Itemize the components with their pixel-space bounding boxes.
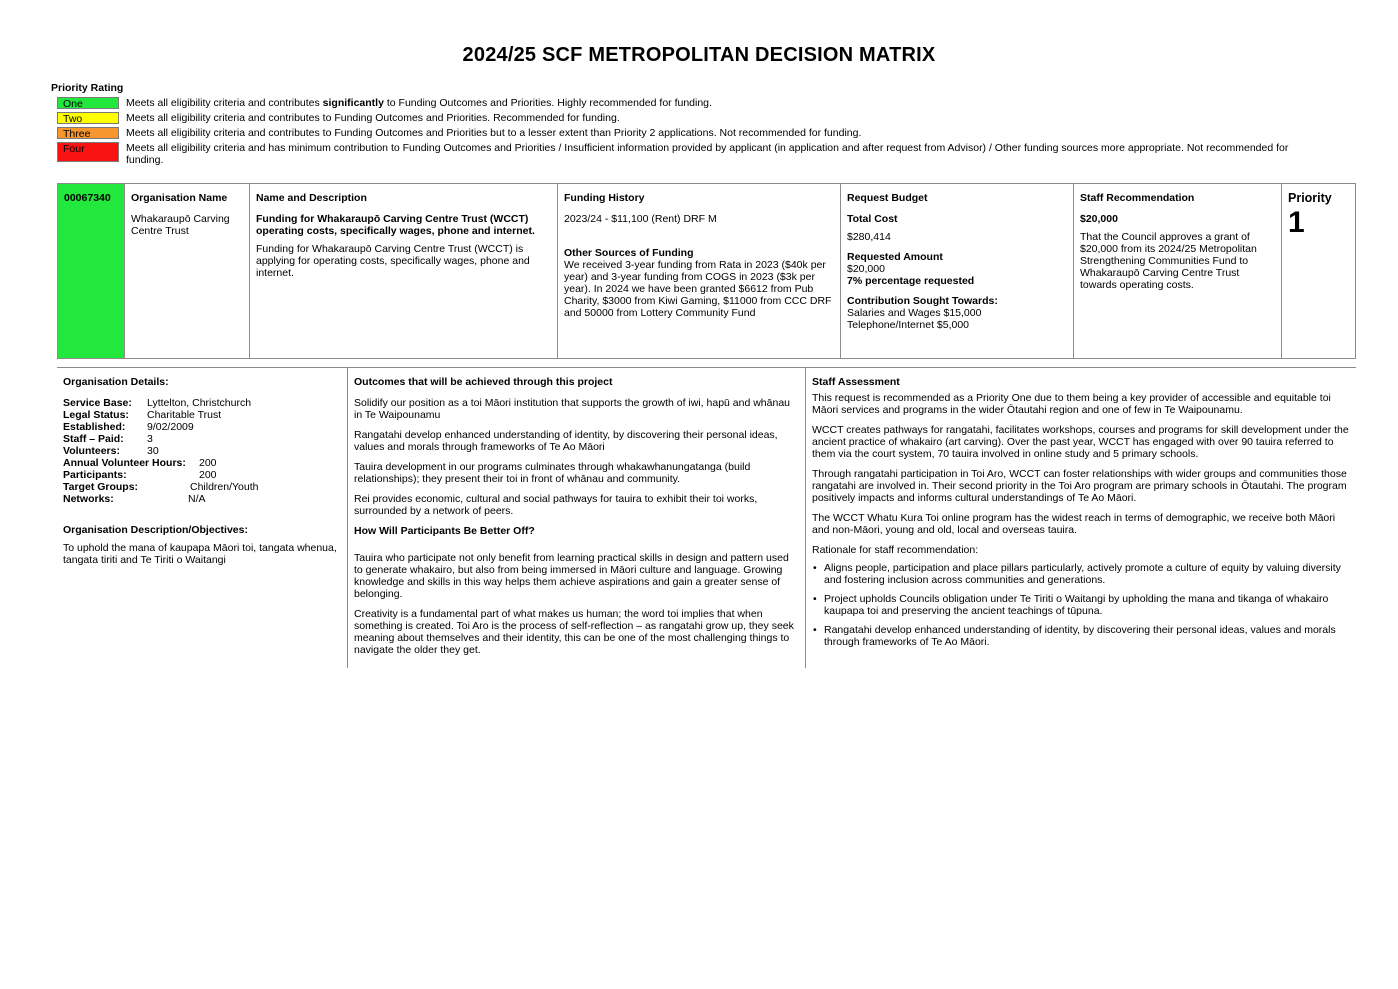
organisation-name-cell bbox=[125, 184, 250, 358]
legend-text-one-a: Meets all eligibility criteria and contributes bbox=[126, 97, 323, 109]
legend-text-four: Meets all eligibility criteria and has minimum contribution to Funding Outcomes and Priorities / Insufficient information provided by applicant (in application and after request from Advisor) / Other funding sources more appropriate. Not recommended for funding. bbox=[126, 142, 1289, 166]
detail-row bbox=[63, 397, 341, 409]
outcome-item: Tauira development in our programs culminates through whakawhanungatanga (build relationships); they present their toi in front of whānau and community. bbox=[354, 461, 751, 485]
priority-value: 1 bbox=[1288, 206, 1305, 239]
detail-row bbox=[63, 421, 341, 433]
detail-row bbox=[63, 445, 341, 457]
project-description: Funding for Whakaraupō Carving Centre Trust (WCCT) is applying for operating costs, specifically wages, phone and internet. bbox=[256, 243, 530, 279]
detail-label: Service Base: bbox=[63, 397, 132, 409]
detail-label: Volunteers: bbox=[63, 445, 120, 457]
detail-value: Lyttelton, Christchurch bbox=[147, 397, 252, 409]
outcome-item: Rangatahi develop enhanced understanding of identity, by discovering their personal ideas, values and morals through frameworks of Te Ao Māori bbox=[354, 429, 778, 453]
outcomes-column bbox=[348, 368, 806, 668]
staff-recommendation-cell bbox=[1074, 184, 1282, 358]
other-funding-header: Other Sources of Funding bbox=[564, 247, 694, 259]
legend-text-one bbox=[126, 97, 1317, 109]
detail-row bbox=[63, 481, 341, 493]
funding-history-header: Funding History bbox=[564, 192, 645, 204]
detail-value: 9/02/2009 bbox=[147, 421, 194, 433]
better-off-header: How Will Participants Be Better Off? bbox=[354, 525, 535, 537]
priority-three-swatch: Three bbox=[57, 127, 119, 139]
detail-label: Annual Volunteer Hours: bbox=[63, 457, 186, 469]
legend-row-four bbox=[57, 142, 1317, 166]
rationale-bullet: • Rangatahi develop enhanced understanding of identity, by discovering their personal ideas, values and morals through frameworks of Te Ao Māori. bbox=[824, 624, 1350, 648]
requested-amount-value: $20,000 bbox=[847, 263, 885, 275]
decision-matrix-table bbox=[57, 183, 1356, 359]
page-title: 2024/25 SCF METROPOLITAN DECISION MATRIX bbox=[462, 44, 936, 66]
better-off-paragraph: Creativity is a fundamental part of what makes us human; the word toi implies that when something is created. Toi Aro is the process of self-reflection – as rangatahi grow up, they seek meaning about themselves and their identity, this can be one of the most challenging things to navigate the older they get. bbox=[354, 608, 794, 656]
rationale-label: Rationale for staff recommendation: bbox=[812, 544, 979, 556]
priority-header: Priority bbox=[1288, 191, 1332, 205]
assessment-paragraph: Through rangatahi participation in Toi Aro, WCCT can foster relationships with wider groups and communities those rangatahi are involved in. Their second priority in the Toi Aro program are primary schools in Ōtautahi. The program positively impacts and informs cultural understandings of Te Ao Māori. bbox=[812, 468, 1347, 504]
recommendation-text: That the Council approves a grant of $20,000 from its 2024/25 Metropolitan Strengthening Communities Fund to Whakaraupō Carving Centre Trust towards operating costs. bbox=[1080, 231, 1257, 291]
outcome-item: Rei provides economic, cultural and social pathways for tauira to exhibit their toi works, surrounded by a network of peers. bbox=[354, 493, 758, 517]
organisation-details-column bbox=[57, 368, 348, 668]
detail-label: Legal Status: bbox=[63, 409, 129, 421]
name-description-header: Name and Description bbox=[256, 192, 367, 204]
legend-text-one-bold: significantly bbox=[322, 97, 384, 109]
priority-two-swatch: Two bbox=[57, 112, 119, 124]
staff-recommendation-header: Staff Recommendation bbox=[1080, 192, 1195, 204]
detail-value: 200 bbox=[199, 457, 217, 469]
details-section bbox=[57, 368, 1356, 668]
outcome-item: Solidify our position as a toi Māori institution that supports the growth of iwi, hapū and whānau in Te Waipounamu bbox=[354, 397, 791, 421]
priority-legend bbox=[57, 97, 1317, 169]
project-title: Funding for Whakaraupō Carving Centre Trust (WCCT) operating costs, specifically wages, phone and internet. bbox=[256, 213, 535, 237]
legend-text-three: Meets all eligibility criteria and contributes to Funding Outcomes and Priorities but to a lesser extent than Priority 2 applications. Not recommended for funding. bbox=[126, 127, 862, 139]
detail-value: Charitable Trust bbox=[147, 409, 222, 421]
legend-row-one bbox=[57, 97, 1317, 109]
priority-four-swatch: Four bbox=[57, 142, 119, 162]
percentage-requested: 7% percentage requested bbox=[847, 275, 975, 287]
detail-value: 3 bbox=[147, 433, 153, 445]
legend-text-one-b: to Funding Outcomes and Priorities. Highly recommended for funding. bbox=[383, 97, 712, 109]
legend-text-two: Meets all eligibility criteria and contributes to Funding Outcomes and Priorities. Recommended for funding. bbox=[126, 112, 620, 124]
priority-cell bbox=[1282, 184, 1355, 358]
detail-value: 200 bbox=[199, 469, 217, 481]
organisation-name-header: Organisation Name bbox=[131, 192, 228, 204]
rationale-bullet: • Aligns people, participation and place pillars particularly, actively promote a culture of equity by valuing diversity and fostering inclusion across communities and generations. bbox=[824, 562, 1350, 586]
objectives-text: To uphold the mana of kaupapa Māori toi, tangata whenua, tangata tiriti and Te Tiriti o Waitangi bbox=[63, 542, 337, 566]
organisation-details-header: Organisation Details: bbox=[63, 376, 169, 388]
request-budget-cell bbox=[841, 184, 1074, 358]
rationale-bullet: • Project upholds Councils obligation under Te Tiriti o Waitangi by upholding the mana and tikanga of whakairo kaupapa toi and preserving the ancient teachings of tūpuna. bbox=[824, 593, 1350, 617]
legend-row-three bbox=[57, 127, 1317, 139]
detail-label: Networks: bbox=[63, 493, 114, 505]
contribution-item: Telephone/Internet $5,000 bbox=[847, 319, 970, 331]
detail-row bbox=[63, 433, 341, 445]
funding-history-cell bbox=[558, 184, 841, 358]
total-cost-label: Total Cost bbox=[847, 213, 898, 225]
staff-assessment-column bbox=[806, 368, 1356, 668]
contribution-item: Salaries and Wages $15,000 bbox=[847, 307, 982, 319]
detail-label: Established: bbox=[63, 421, 126, 433]
detail-row bbox=[63, 409, 341, 421]
funding-history-line: 2023/24 - $11,100 (Rent) DRF M bbox=[564, 213, 717, 225]
rationale-list bbox=[812, 562, 1350, 648]
name-description-cell bbox=[250, 184, 558, 358]
priority-one-swatch: One bbox=[57, 97, 119, 109]
request-budget-header: Request Budget bbox=[847, 192, 928, 204]
staff-assessment-header: Staff Assessment bbox=[812, 376, 900, 388]
requested-amount-label: Requested Amount bbox=[847, 251, 943, 263]
outcomes-header: Outcomes that will be achieved through this project bbox=[354, 376, 613, 388]
legend-row-two bbox=[57, 112, 1317, 124]
objectives-header: Organisation Description/Objectives: bbox=[63, 524, 248, 536]
contribution-label: Contribution Sought Towards: bbox=[847, 295, 998, 307]
detail-value: Children/Youth bbox=[190, 481, 259, 493]
assessment-paragraph: WCCT creates pathways for rangatahi, facilitates workshops, courses and programs for skill development under the ancient practice of whakairo (art carving). Over the past year, WCCT has engaged with over 90 tauira referred to them via the court system, 70 tauira involved in online study and 5 primary schools. bbox=[812, 424, 1349, 460]
other-funding-body: We received 3-year funding from Rata in 2023 ($40k per year) and 3-year funding from COGS in 2023 ($3k per year). In 2024 we have been granted $6612 from Pub Charity, $3000 from Kiwi Gaming, $11000 from CCC DRF and 50000 from Lottery Community Fund bbox=[564, 259, 832, 319]
recommended-amount: $20,000 bbox=[1080, 213, 1118, 225]
detail-label: Participants: bbox=[63, 469, 127, 481]
detail-row bbox=[63, 457, 341, 469]
detail-value: 30 bbox=[147, 445, 159, 457]
priority-rating-heading: Priority Rating bbox=[51, 82, 124, 94]
detail-row bbox=[63, 469, 341, 481]
total-cost-value: $280,414 bbox=[847, 231, 891, 243]
detail-row bbox=[63, 493, 341, 505]
detail-label: Staff – Paid: bbox=[63, 433, 124, 445]
detail-value: N/A bbox=[188, 493, 206, 505]
detail-label: Target Groups: bbox=[63, 481, 139, 493]
application-id: 00067340 bbox=[58, 184, 125, 358]
assessment-paragraph: This request is recommended as a Priority One due to them being a key provider of accessible and equitable toi Māori services and programs in the wider Ōtautahi region and one of few in Te Waipounamu. bbox=[812, 392, 1331, 416]
better-off-paragraph: Tauira who participate not only benefit from learning practical skills in design and pattern used to generate whakairo, but also from being immersed in Māori culture and language. Growing knowledge and skills in this way helps them achieve aspirations and gain a greater sense of belonging. bbox=[354, 552, 789, 600]
assessment-paragraph: The WCCT Whatu Kura Toi online program has the widest reach in terms of demographic, we receive both Māori and non-Māori, young and old, local and overseas tauira. bbox=[812, 512, 1336, 536]
organisation-name-value: Whakaraupō Carving Centre Trust bbox=[131, 213, 230, 237]
